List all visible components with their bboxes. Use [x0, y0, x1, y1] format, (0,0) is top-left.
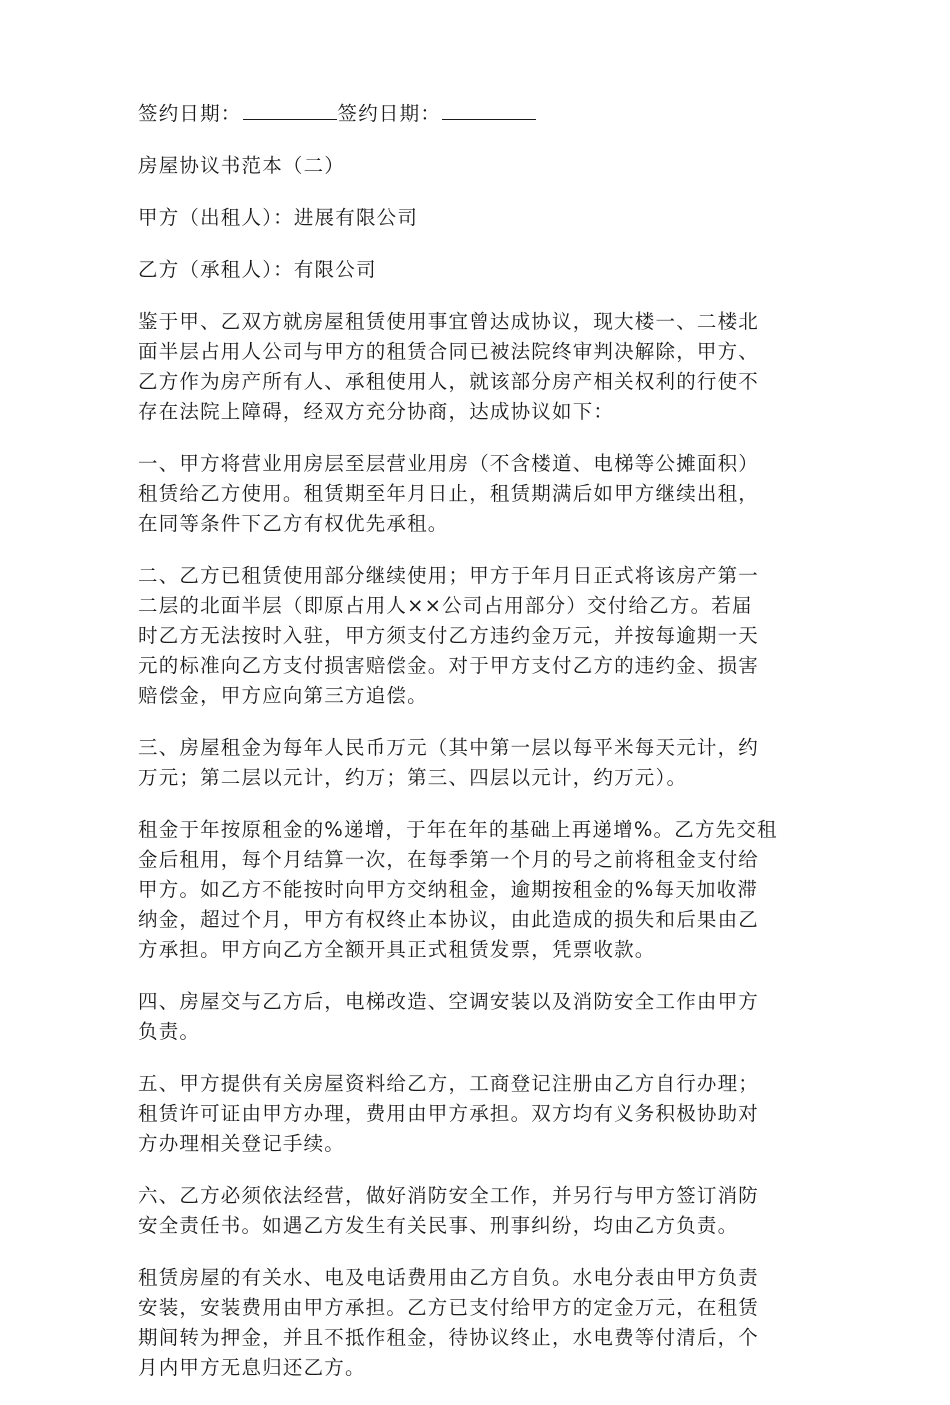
clause-line: 安装，安装费用由甲方承担。乙方已支付给甲方的定金万元，在租赁	[138, 1296, 760, 1319]
clause-line: 三、房屋租金为每年人民币万元（其中第一层以每平米每天元计，约	[138, 736, 760, 759]
clause-line: 金后租用，每个月结算一次，在每季第一个月的号之前将租金支付给	[138, 848, 760, 871]
clause-line: 时乙方无法按时入驻，甲方须支付乙方违约金万元，并按每逾期一天	[138, 624, 760, 647]
sign-date-blank-1	[243, 101, 337, 120]
document-title: 房屋协议书范本（二）	[138, 154, 346, 177]
clause-paragraph	[138, 733, 818, 793]
party-a: 甲方（出租人）：进展有限公司	[138, 206, 419, 229]
clause-line: 鉴于甲、乙双方就房屋租赁使用事宜曾达成协议，现大楼一、二楼北	[138, 310, 760, 333]
clause-line: 在同等条件下乙方有权优先承租。	[138, 512, 449, 535]
sign-date-blank-2	[442, 101, 536, 120]
clause-line: 甲方。如乙方不能按时向甲方交纳租金，逾期按租金的%每天加收滞	[138, 878, 759, 901]
sign-date-label-2: 签约日期：	[337, 102, 442, 125]
clause-line: 面半层占用人公司与甲方的租赁合同已被法院终审判决解除，甲方、	[138, 340, 760, 363]
clause-line: 元的标准向乙方支付损害赔偿金。对于甲方支付乙方的违约金、损害	[138, 654, 760, 677]
clause-line: 方办理相关登记手续。	[138, 1132, 346, 1155]
clause-line: 租赁许可证由甲方办理，费用由甲方承担。双方均有义务积极协助对	[138, 1102, 760, 1125]
clause-line: 租赁房屋的有关水、电及电话费用由乙方自负。水电分表由甲方负责	[138, 1266, 760, 1289]
clause-line: 五、甲方提供有关房屋资料给乙方，工商登记注册由乙方自行办理；	[138, 1072, 760, 1095]
clause-line: 赔偿金，甲方应向第三方追偿。	[138, 684, 428, 707]
document-page	[138, 99, 818, 1405]
clause-line: 四、房屋交与乙方后，电梯改造、空调安装以及消防安全工作由甲方	[138, 990, 760, 1013]
clause-line: 万元；第二层以元计，约万；第三、四层以元计，约万元）。	[138, 766, 688, 789]
clause-paragraph	[138, 1069, 818, 1159]
clause-line: 方承担。甲方向乙方全额开具正式租赁发票，凭票收款。	[138, 938, 656, 961]
clause-paragraph	[138, 1181, 818, 1241]
clause-line: 负责。	[138, 1020, 201, 1043]
clause-line: 二层的北面半层（即原占用人××公司占用部分）交付给乙方。若届	[138, 594, 753, 617]
clause-paragraph	[138, 307, 818, 427]
clause-paragraph	[138, 1263, 818, 1383]
clause-line: 六、乙方必须依法经营，做好消防安全工作，并另行与甲方签订消防	[138, 1184, 760, 1207]
clause-paragraph	[138, 815, 818, 965]
clause-line: 一、甲方将营业用房层至层营业用房（不含楼道、电梯等公摊面积）	[138, 452, 760, 475]
signature-date-line	[138, 99, 818, 129]
sign-date-label-1: 签约日期：	[138, 102, 242, 125]
clause-paragraph	[138, 561, 818, 711]
clause-line: 租金于年按原租金的%递增，于年在年的基础上再递增%。乙方先交租	[138, 818, 778, 841]
clause-line: 期间转为押金，并且不抵作租金，待协议终止，水电费等付清后，个	[138, 1326, 760, 1349]
party-b: 乙方（承租人）：有限公司	[138, 258, 377, 281]
clause-line: 存在法院上障碍，经双方充分协商，达成协议如下：	[138, 400, 615, 423]
clause-paragraph	[138, 987, 818, 1047]
clauses	[138, 307, 818, 1383]
clause-line: 月内甲方无息归还乙方。	[138, 1356, 366, 1379]
clause-line: 乙方作为房产所有人、承租使用人，就该部分房产相关权利的行使不	[138, 370, 760, 393]
clause-line: 二、乙方已租赁使用部分继续使用；甲方于年月日正式将该房产第一	[138, 564, 760, 587]
clause-paragraph	[138, 449, 818, 539]
clause-line: 租赁给乙方使用。租赁期至年月日止，租赁期满后如甲方继续出租，	[138, 482, 760, 505]
clause-line: 纳金，超过个月，甲方有权终止本协议，由此造成的损失和后果由乙	[138, 908, 760, 931]
clause-line: 安全责任书。如遇乙方发生有关民事、刑事纠纷，均由乙方负责。	[138, 1214, 739, 1237]
